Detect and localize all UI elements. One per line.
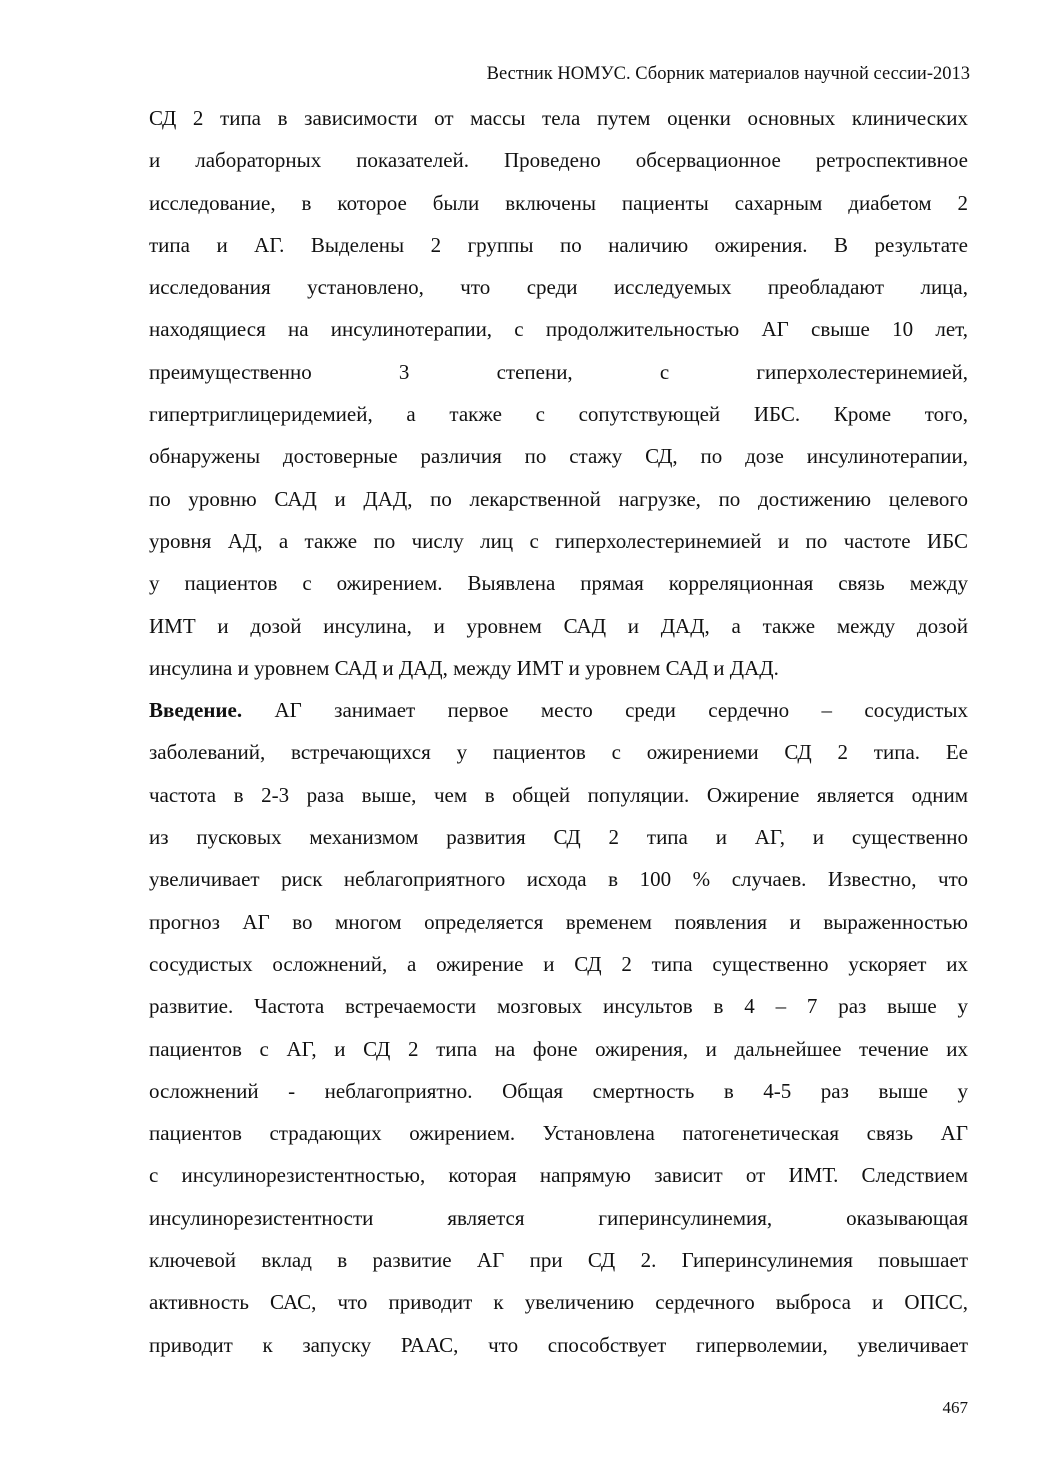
text-line: увеличивает риск неблагоприятного исхода в 100 % случаев. Известно, что [149,867,968,892]
text-line: обнаружены достоверные различия по стажу СД, по дозе инсулинотерапии, [149,444,968,469]
text-line: гипертриглицеридемией, а также с сопутствующей ИБС. Кроме того, [149,402,968,427]
text-line: ключевой вклад в развитие АГ при СД 2. Гиперинсулинемия повышает [149,1248,968,1273]
text-line: ИМТ и дозой инсулина, и уровнем САД и ДАД, а также между дозой [149,613,968,638]
text-line: находящиеся на инсулинотерапии, с продолжительностью АГ свыше 10 лет, [149,317,968,342]
text-line: приводит к запуску РААС, что способствует гиперволемии, увеличивает [149,1332,968,1357]
text-line: заболеваний, встречающихся у пациентов с ожирениеми СД 2 типа. Ее [149,740,968,765]
text-line: пациентов страдающих ожирением. Установлена патогенетическая связь АГ [149,1121,968,1146]
text-line: прогноз АГ во многом определяется временем появления и выраженностью [149,909,968,934]
text-line: сосудистых осложнений, а ожирение и СД 2 типа существенно ускоряет их [149,951,968,976]
text-run: АГ занимает первое место среди сердечно – сосудистых [242,698,968,723]
text-line: у пациентов с ожирением. Выявлена прямая корреляционная связь между [149,571,968,596]
section-heading: Введение. [149,698,243,723]
text-line: исследование, в которое были включены пациенты сахарным диабетом 2 [149,190,968,215]
text-line: развитие. Частота встречаемости мозговых инсультов в 4 – 7 раз выше у [149,994,968,1019]
text-line: пациентов с АГ, и СД 2 типа на фоне ожирения, и дальнейшее течение их [149,1036,968,1061]
text-line: по уровню САД и ДАД, по лекарственной нагрузке, по достижению целевого [149,486,968,511]
text-line: из пусковых механизмом развития СД 2 типа и АГ, и существенно [149,825,968,850]
running-header: Вестник НОМУС. Сборник материалов научной сессии-2013 [486,64,970,84]
text-line: с инсулинорезистентностью, которая напрямую зависит от ИМТ. Следствием [149,1163,968,1188]
text-line: СД 2 типа в зависимости от массы тела путем оценки основных клинических [149,106,968,130]
page-number: 467 [942,1398,968,1417]
body-text [149,97,968,1366]
text-line: исследования установлено, что среди исследуемых преобладают лица, [149,275,968,300]
text-line [149,689,968,731]
introduction-paragraph [149,689,968,1366]
text-line: частота в 2-3 раза выше, чем в общей популяции. Ожирение является одним [149,782,968,807]
text-line: преимущественно 3 степени, с гиперхолестеринемией, [149,359,968,384]
text-line: инсулина и уровнем САД и ДАД, между ИМТ и уровнем САД и ДАД. [149,655,779,680]
text-line: осложнений - неблагоприятно. Общая смертность в 4-5 раз выше у [149,1078,968,1103]
text-line: уровня АД, а также по числу лиц с гиперхолестеринемией и по частоте ИБС [149,528,968,553]
abstract-paragraph [149,97,968,689]
text-line: типа и АГ. Выделены 2 группы по наличию ожирения. В результате [149,232,968,257]
text-line: и лабораторных показателей. Проведено обсервационное ретроспективное [149,148,968,173]
text-line: инсулинорезистентности является гиперинсулинемия, оказывающая [149,1205,968,1230]
text-line: активность САС, что приводит к увеличению сердечного выброса и ОПСС, [149,1290,968,1315]
